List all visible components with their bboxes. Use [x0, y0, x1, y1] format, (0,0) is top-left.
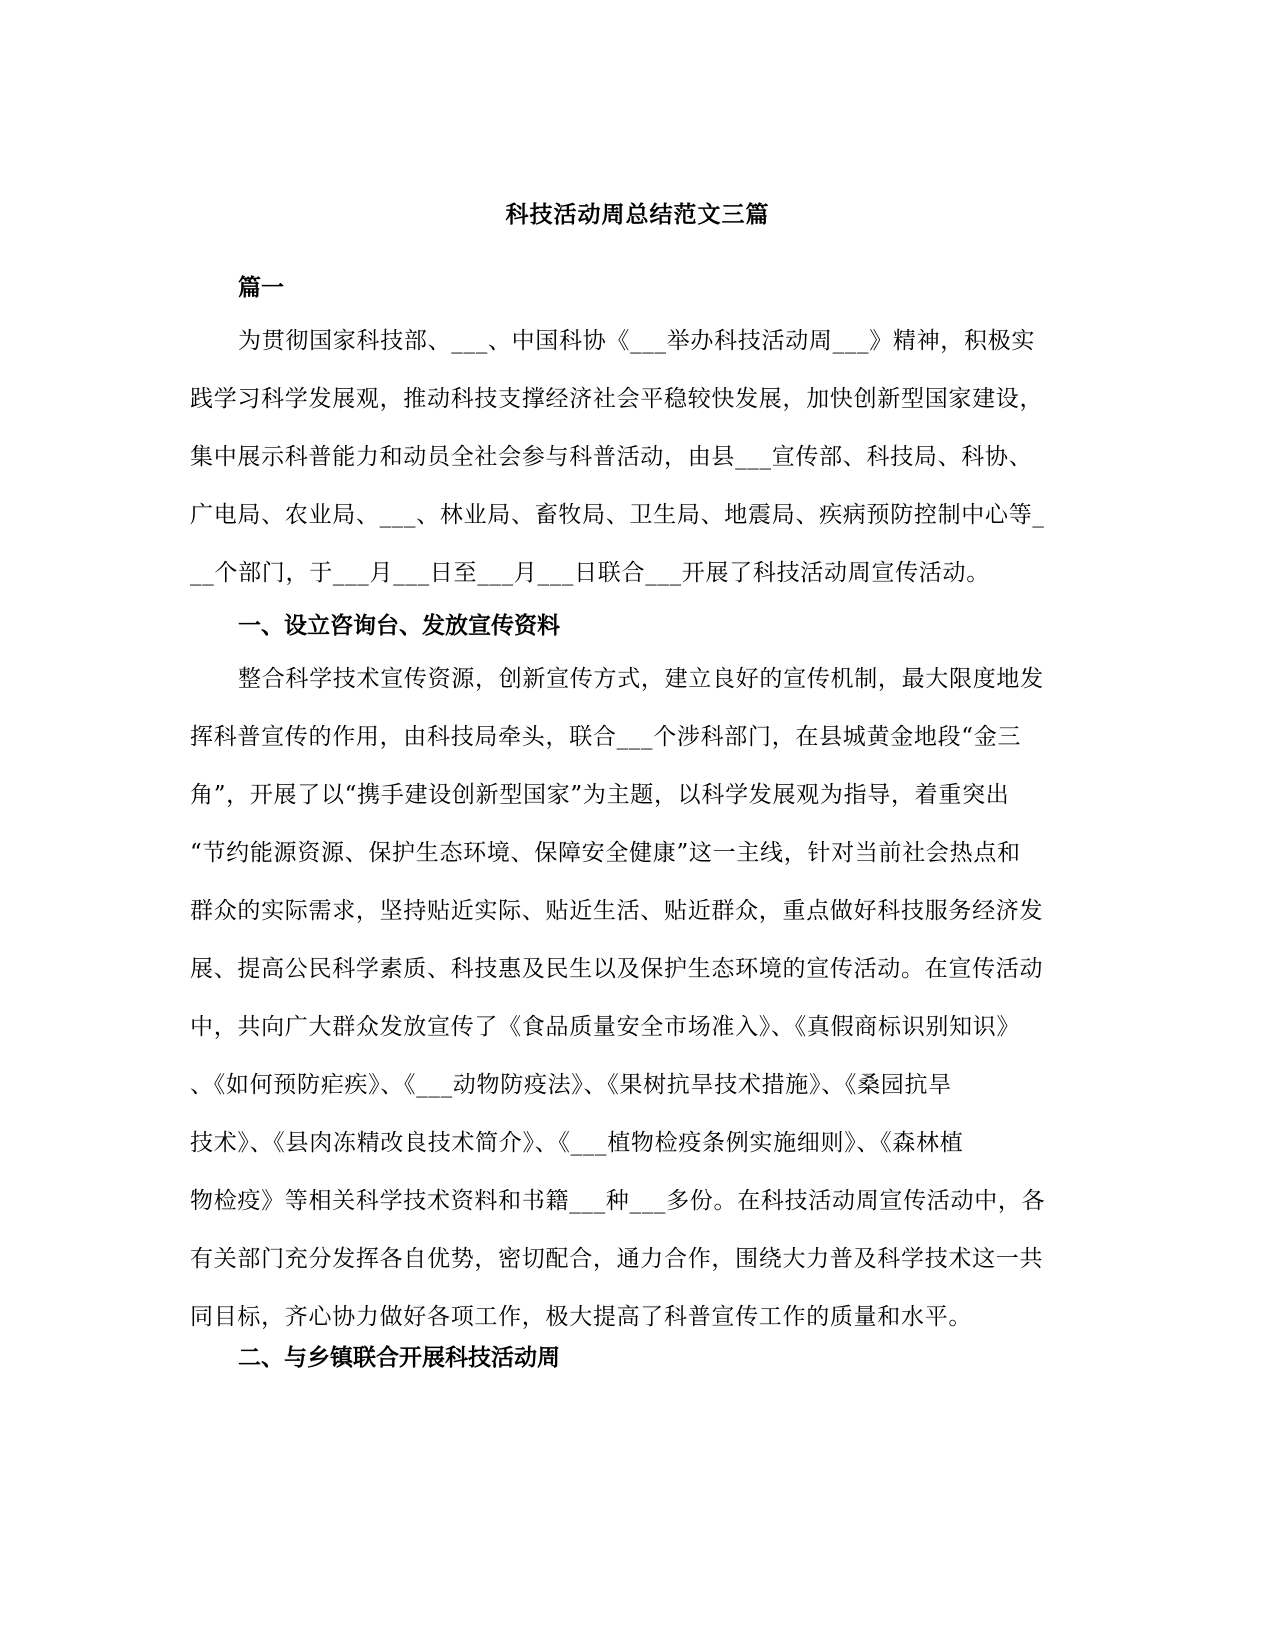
paragraph-line: 展、提高公民科学素质、科技惠及民生以及保护生态环境的宣传活动。在宣传活动 [190, 956, 1044, 982]
paragraph-line: __个部门，于___月___日至___月___日联合___开展了科技活动周宣传活动。 [190, 560, 990, 586]
paragraph-line: 践学习科学发展观，推动科技支撑经济社会平稳较快发展，加快创新型国家建设， [190, 386, 1044, 412]
paragraph-line: “节约能源资源、保护生态环境、保障安全健康”这一主线，针对当前社会热点和 [190, 840, 1021, 866]
paragraph-line: 同目标，齐心协力做好各项工作，极大提高了科普宣传工作的质量和水平。 [190, 1304, 973, 1330]
section-heading-2: 二、与乡镇联合开展科技活动周 [238, 1344, 560, 1371]
paragraph-2 [190, 650, 1090, 1346]
document-title: 科技活动周总结范文三篇 [505, 201, 770, 228]
paragraph-line: 为贯彻国家科技部、___、中国科协《___举办科技活动周___》精神，积极实 [238, 328, 1036, 354]
paragraph-line: 技术》、《县肉冻精改良技术简介》、《___植物检疫条例实施细则》、《森林植 [190, 1130, 964, 1156]
paragraph-line: 中，共向广大群众发放宣传了《食品质量安全市场准入》、《真假商标识别知识》 [190, 1014, 1021, 1040]
paragraph-line: 集中展示科普能力和动员全社会参与科普活动，由县___宣传部、科技局、科协、 [190, 444, 1033, 470]
paragraph-line: 物检疫》等相关科学技术资料和书籍___种___多份。在科技活动周宣传活动中，各 [190, 1188, 1046, 1214]
paragraph-line: 、《如何预防疟疾》、《___动物防疫法》、《果树抗旱技术措施》、《桑园抗旱 [190, 1072, 952, 1098]
paragraph-line: 角”，开展了以“携手建设创新型国家”为主题，以科学发展观为指导，着重突出 [190, 782, 1010, 808]
paragraph-1 [190, 312, 1090, 602]
paragraph-line: 群众的实际需求，坚持贴近实际、贴近生活、贴近群众，重点做好科技服务经济发 [190, 898, 1044, 924]
section-heading-1: 一、设立咨询台、发放宣传资料 [238, 612, 560, 639]
paragraph-line: 整合科学技术宣传资源，创新宣传方式，建立良好的宣传机制，最大限度地发 [238, 666, 1044, 692]
paragraph-line: 挥科普宣传的作用，由科技局牵头，联合___个涉科部门，在县城黄金地段“金三 [190, 724, 1022, 750]
section-label: 篇一 [238, 274, 284, 301]
paragraph-line: 广电局、农业局、___、林业局、畜牧局、卫生局、地震局、疾病预防控制中心等_ [190, 502, 1045, 528]
paragraph-line: 有关部门充分发挥各自优势，密切配合，通力合作，围绕大力普及科学技术这一共 [190, 1246, 1044, 1272]
